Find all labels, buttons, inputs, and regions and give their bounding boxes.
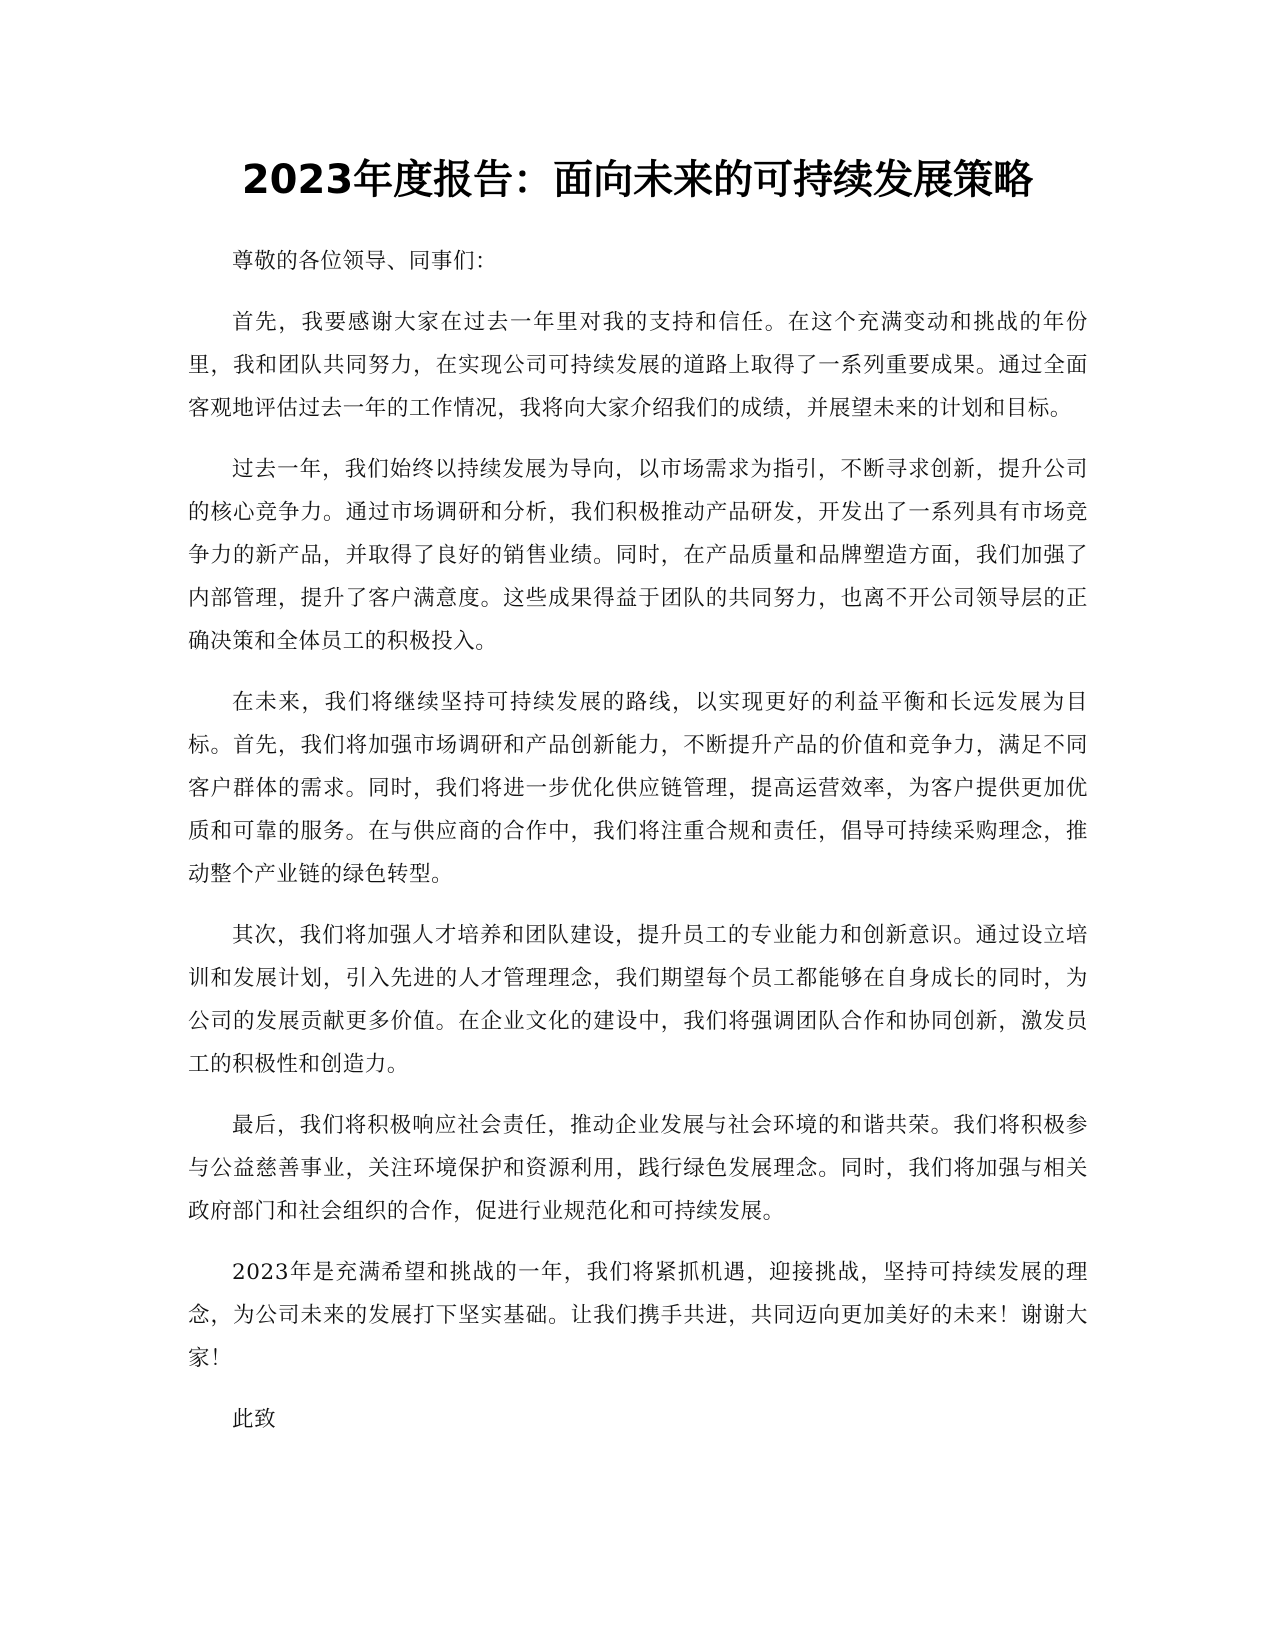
- greeting-paragraph: 尊敬的各位领导、同事们：: [232, 249, 498, 274]
- body-paragraph-5: 最后，我们将积极响应社会责任，推动企业发展与社会环境的和谐共荣。我们将积极参与公益慈善事业，关注环境保护和资源利用，践行绿色发展理念。同时，我们将加强与相关政府部门和社会组织的合作，促进行业规范化和可持续发展。: [188, 1113, 1088, 1224]
- body-paragraph-1: 首先，我要感谢大家在过去一年里对我的支持和信任。在这个充满变动和挑战的年份里，我和团队共同努力，在实现公司可持续发展的道路上取得了一系列重要成果。通过全面客观地评估过去一年的工作情况，我将向大家介绍我们的成绩，并展望未来的计划和目标。: [188, 310, 1088, 421]
- closing-salutation: 此致: [232, 1407, 277, 1432]
- document-title: 2023年度报告：面向未来的可持续发展策略: [241, 157, 1034, 203]
- body-paragraph-6: 2023年是充满希望和挑战的一年，我们将紧抓机遇，迎接挑战，坚持可持续发展的理念，为公司未来的发展打下坚实基础。让我们携手共进，共同迈向更加美好的未来！谢谢大家！: [188, 1260, 1088, 1371]
- body-paragraph-3: 在未来，我们将继续坚持可持续发展的路线，以实现更好的利益平衡和长远发展为目标。首先，我们将加强市场调研和产品创新能力，不断提升产品的价值和竞争力，满足不同客户群体的需求。同时，我们将进一步优化供应链管理，提高运营效率，为客户提供更加优质和可靠的服务。在与供应商的合作中，我们将注重合规和责任，倡导可持续采购理念，推动整个产业链的绿色转型。: [188, 690, 1088, 887]
- document-body: [188, 240, 1088, 1459]
- body-paragraph-4: 其次，我们将加强人才培养和团队建设，提升员工的专业能力和创新意识。通过设立培训和发展计划，引入先进的人才管理理念，我们期望每个员工都能够在自身成长的同时，为公司的发展贡献更多价值。在企业文化的建设中，我们将强调团队合作和协同创新，激发员工的积极性和创造力。: [188, 923, 1088, 1077]
- body-paragraph-2: 过去一年，我们始终以持续发展为导向，以市场需求为指引，不断寻求创新，提升公司的核心竞争力。通过市场调研和分析，我们积极推动产品研发，开发出了一系列具有市场竞争力的新产品，并取得了良好的销售业绩。同时，在产品质量和品牌塑造方面，我们加强了内部管理，提升了客户满意度。这些成果得益于团队的共同努力，也离不开公司领导层的正确决策和全体员工的积极投入。: [188, 457, 1088, 654]
